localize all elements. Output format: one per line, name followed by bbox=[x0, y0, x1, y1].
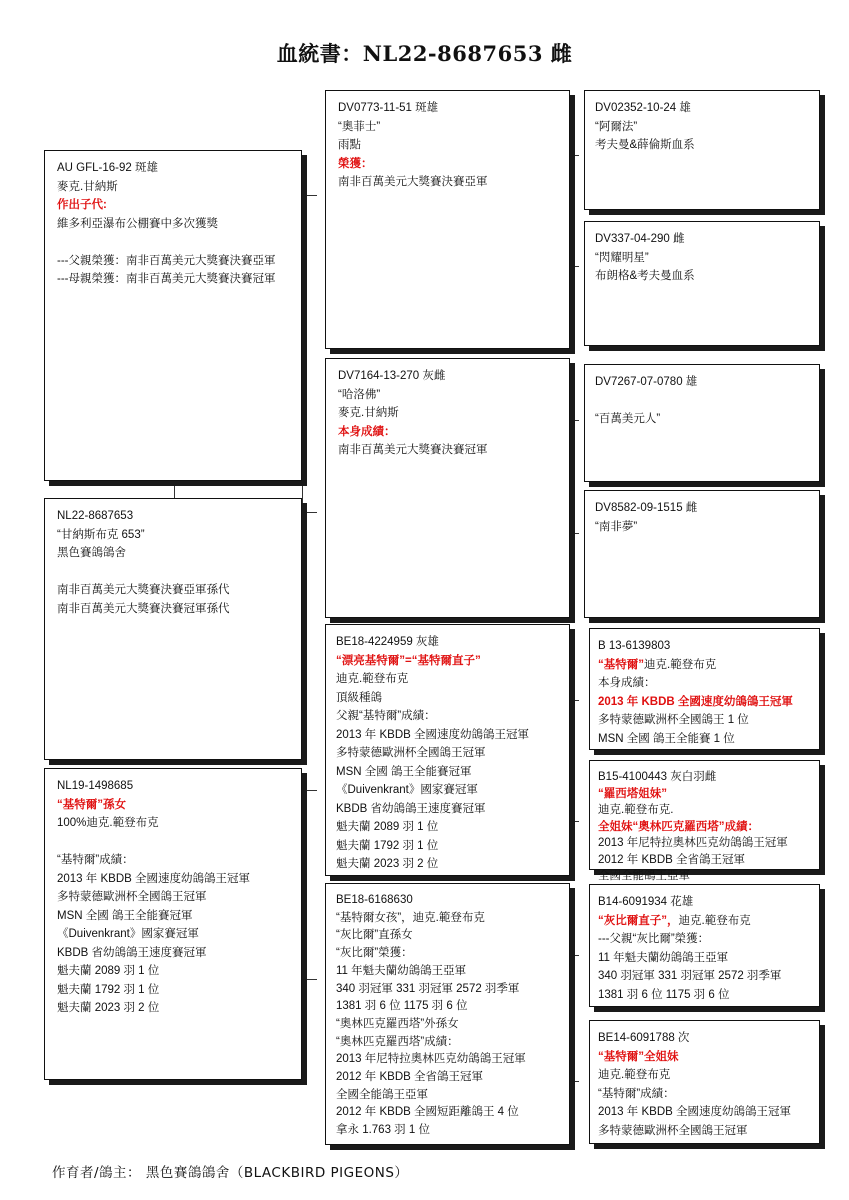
pedigree-line: 《Duivenkrant》國家賽冠軍 bbox=[57, 928, 199, 940]
pedigree-line: “基特爾”全姐妹 bbox=[598, 1050, 679, 1063]
pedigree-line: MSN 全國 鴿王全能賽 1 位 bbox=[598, 732, 735, 745]
pedigree-line: “漂亮基特爾”=“基特爾直子” bbox=[336, 654, 481, 667]
pedigree-line: “南非夢” bbox=[595, 520, 638, 533]
pedigree-line: 2012 年 KBDB 全省鴿王冠軍 bbox=[336, 1071, 483, 1084]
connector-dam-parents bbox=[302, 790, 317, 980]
pedigree-line: DV02352-10-24 雄 bbox=[595, 102, 691, 114]
pedigree-line: 本身成績： bbox=[598, 677, 656, 689]
sire-sire-dam-box bbox=[584, 221, 820, 346]
pedigree-line: DV7267-07-0780 雄 bbox=[595, 376, 698, 388]
pedigree-line: “哈洛佛” bbox=[338, 388, 381, 401]
pedigree-line: 2013 年尼特拉奧林匹克幼鴿鴿王冠軍 bbox=[598, 837, 788, 849]
pedigree-line: 南非百萬美元大獎賽決賽冠軍 bbox=[338, 444, 488, 456]
pedigree-line: “阿爾法” bbox=[595, 120, 638, 133]
pedigree-line: 1381 羽 6 位 1175 羽 6 位 bbox=[336, 1000, 468, 1013]
pedigree-line: 迪克.範登布克 bbox=[598, 1069, 671, 1081]
pedigree-line: 魁夫蘭 1792 羽 1 位 bbox=[336, 839, 439, 852]
pedigree-line: 魁夫蘭 2089 羽 1 位 bbox=[57, 965, 160, 977]
pedigree-line: 父親“基特爾”成績： bbox=[336, 710, 436, 722]
pedigree-line: “基特爾”孫女 bbox=[57, 798, 126, 811]
pedigree-line: BE14-6091788 次 bbox=[598, 1032, 690, 1044]
pedigree-line: 考夫曼&薛倫斯血系 bbox=[595, 139, 695, 151]
pedigree-line: 11 年魁夫蘭幼鴿鴿王亞軍 bbox=[598, 951, 729, 964]
pedigree-line: 100%迪克.範登布克 bbox=[57, 817, 159, 829]
pedigree-line bbox=[57, 563, 291, 582]
pedigree-line: ---父親“灰比爾”榮獲： bbox=[598, 933, 710, 945]
breeder-footer: 作育者/鴿主： 黑色賽鴿鴿舍（BLACKBIRD PIGEONS） bbox=[52, 1165, 409, 1181]
pedigree-line: “奧林匹克羅西塔”成績： bbox=[336, 1035, 459, 1048]
pedigree-line: 2013 年 KBDB 全國速度幼鴿鴿王冠軍 bbox=[336, 728, 529, 741]
pedigree-line: 多特蒙德歐洲杯全國鴿王冠軍 bbox=[57, 891, 207, 903]
pedigree-line: 2013 年 KBDB 全國速度幼鴿鴿王冠軍 bbox=[598, 1106, 791, 1118]
connector-sd-parents bbox=[570, 420, 579, 534]
dam-dam-sire-box bbox=[589, 884, 820, 1007]
pedigree-line: ---父親榮獲：南非百萬美元大獎賽決賽亞軍 bbox=[57, 254, 276, 267]
sire-dam-sire-box bbox=[584, 364, 820, 482]
pedigree-line: 多特蒙德歐洲杯全國鴿王 1 位 bbox=[598, 714, 749, 726]
pedigree-line: DV337-04-290 雌 bbox=[595, 233, 685, 245]
pedigree-line: 2013 年 KBDB 全國速度幼鴿鴿王冠軍 bbox=[598, 695, 793, 708]
pedigree-line: 榮獲： bbox=[338, 157, 373, 170]
pigeon-box bbox=[44, 498, 302, 760]
dam-sire-box bbox=[325, 624, 570, 876]
pedigree-line: “灰比爾”榮獲： bbox=[336, 947, 413, 960]
pedigree-line: “基特爾女孩”，迪克.範登布克 bbox=[336, 911, 485, 924]
pedigree-line: 迪克.範登布克 bbox=[336, 673, 409, 685]
pedigree-line: 魁夫蘭 2023 羽 2 位 bbox=[336, 858, 439, 870]
pedigree-line: 2012 年 KBDB 全省鴿王冠軍 bbox=[598, 853, 745, 866]
pedigree-line: 魁夫蘭 2023 羽 2 位 bbox=[57, 1002, 160, 1014]
connector-sire-parents bbox=[302, 195, 317, 513]
pedigree-line: ---母親榮獲：南非百萬美元大獎賽決賽冠軍 bbox=[57, 273, 276, 285]
pedigree-line: 雨點 bbox=[338, 139, 361, 151]
pedigree-line: “灰比爾直子”，迪克.範登布克 bbox=[598, 914, 751, 927]
pedigree-line: BE18-6168630 bbox=[336, 894, 413, 906]
pedigree-line: 多特蒙德歐洲杯全國鴿王冠軍 bbox=[598, 1124, 748, 1137]
pedigree-line bbox=[57, 833, 291, 852]
pedigree-line: 頂級種鴿 bbox=[336, 691, 382, 704]
pedigree-line: 布朗格&考夫曼血系 bbox=[595, 270, 695, 282]
pedigree-line: B 13-6139803 bbox=[598, 640, 671, 652]
sire-dam-box bbox=[325, 358, 570, 618]
pedigree-line: 拿永 1.763 羽 1 位 bbox=[336, 1124, 430, 1137]
pedigree-line bbox=[57, 233, 291, 252]
pedigree-line: “百萬美元人” bbox=[595, 413, 661, 425]
pedigree-line: “奧林匹克羅西塔”外孫女 bbox=[336, 1017, 459, 1030]
connector-ds-parents bbox=[570, 700, 579, 822]
pedigree-line: 魁夫蘭 1792 羽 1 位 bbox=[57, 983, 160, 996]
pedigree-line: DV7164-13-270 灰雌 bbox=[338, 370, 446, 382]
pedigree-line: MSN 全國 鴿王全能賽冠軍 bbox=[57, 909, 193, 922]
pedigree-line: 作出子代: bbox=[57, 199, 107, 211]
pedigree-line: B14-6091934 花雄 bbox=[598, 896, 694, 908]
pedigree-line: 2013 年尼特拉奧林匹克幼鴿鴿王冠軍 bbox=[336, 1053, 526, 1066]
pedigree-line: 全國全能鴿王亞軍 bbox=[598, 870, 690, 882]
pedigree-line: 多特蒙德歐洲杯全國鴿王冠軍 bbox=[336, 747, 486, 759]
pedigree-line: “基特爾”迪克.範登布克 bbox=[598, 658, 717, 671]
sire-sire-box bbox=[325, 90, 570, 349]
pedigree-line: 魁夫蘭 2089 羽 1 位 bbox=[336, 821, 439, 833]
pedigree-line bbox=[595, 392, 809, 411]
pedigree-line: 南非百萬美元大獎賽決賽亞軍孫代 bbox=[57, 584, 230, 596]
pedigree-line: 340 羽冠軍 331 羽冠軍 2572 羽季軍 bbox=[336, 982, 520, 995]
pedigree-line: 南非百萬美元大獎賽決賽冠軍孫代 bbox=[57, 602, 230, 615]
pedigree-line: 11 年魁夫蘭幼鴿鴿王亞軍 bbox=[336, 964, 467, 977]
dam-dam-box bbox=[325, 883, 570, 1145]
pedigree-line: B15-4100443 灰白羽雌 bbox=[598, 771, 717, 783]
dam-sire-sire-box bbox=[589, 628, 820, 750]
sire-dam-dam-box bbox=[584, 490, 820, 618]
pedigree-line: “基特爾”成績： bbox=[598, 1087, 675, 1100]
pedigree-line: 全姐妹“奧林匹克羅西塔”成績： bbox=[598, 820, 759, 833]
pedigree-line: AU GFL-16-92 斑雄 bbox=[57, 162, 158, 174]
dam-dam-dam-box bbox=[589, 1020, 820, 1144]
pedigree-line: BE18-4224959 灰雄 bbox=[336, 636, 439, 648]
pedigree-line: “羅西塔姐妹” bbox=[598, 787, 667, 800]
pedigree-line: 維多利亞瀑布公棚賽中多次獲獎 bbox=[57, 217, 218, 230]
pedigree-line: 本身成績： bbox=[338, 425, 396, 438]
pedigree-line: 2012 年 KBDB 全國短距離鴿王 4 位 bbox=[336, 1106, 519, 1119]
connector-sire-dam bbox=[174, 481, 175, 498]
pedigree-line: NL19-1498685 bbox=[57, 780, 134, 792]
pedigree-line: 麥克.甘納斯 bbox=[338, 407, 399, 419]
pedigree-line: 全國全能鴿王亞軍 bbox=[336, 1088, 428, 1101]
pedigree-line: 黑色賽鴿鴿舍 bbox=[57, 547, 126, 559]
pedigree-line: DV0773-11-51 斑雄 bbox=[338, 102, 439, 114]
pedigree-line: 2013 年 KBDB 全國速度幼鴿鴿王冠軍 bbox=[57, 872, 250, 885]
dam-sire-dam-box bbox=[589, 760, 820, 882]
pedigree-line: “閃耀明星” bbox=[595, 251, 649, 264]
pedigree-line: 迪克.範登布克. bbox=[598, 804, 674, 816]
pedigree-line: NL22-8687653 bbox=[57, 510, 134, 522]
pedigree-line: 1381 羽 6 位 1175 羽 6 位 bbox=[598, 988, 730, 1001]
sire-sire-sire-box bbox=[584, 90, 820, 210]
pedigree-line: KBDB 省幼鴿鴿王速度賽冠軍 bbox=[57, 946, 207, 959]
dam-box bbox=[44, 768, 302, 1080]
connector-ss-parents bbox=[570, 155, 579, 267]
pedigree-line: 南非百萬美元大獎賽決賽亞軍 bbox=[338, 176, 488, 188]
pedigree-line: “基特爾”成績： bbox=[57, 854, 134, 866]
pedigree-line: 《Duivenkrant》國家賽冠軍 bbox=[336, 784, 478, 796]
pedigree-line: MSN 全國 鴿王全能賽冠軍 bbox=[336, 765, 472, 778]
connector-dd-parents bbox=[570, 955, 579, 1082]
pedigree-line: “甘納斯布克 653” bbox=[57, 528, 145, 541]
pedigree-line: “灰比爾”直孫女 bbox=[336, 929, 413, 942]
pedigree-line: KBDB 省幼鴿鴿王速度賽冠軍 bbox=[336, 802, 486, 815]
pedigree-line: 麥克.甘納斯 bbox=[57, 180, 118, 193]
page-title: 血統書：NL22-8687653 雌 bbox=[276, 41, 573, 66]
pedigree-line: “奧菲士” bbox=[338, 120, 381, 133]
pedigree-line: 340 羽冠軍 331 羽冠軍 2572 羽季軍 bbox=[598, 970, 782, 982]
sire-box bbox=[44, 150, 302, 481]
pedigree-line: DV8582-09-1515 雌 bbox=[595, 502, 698, 514]
